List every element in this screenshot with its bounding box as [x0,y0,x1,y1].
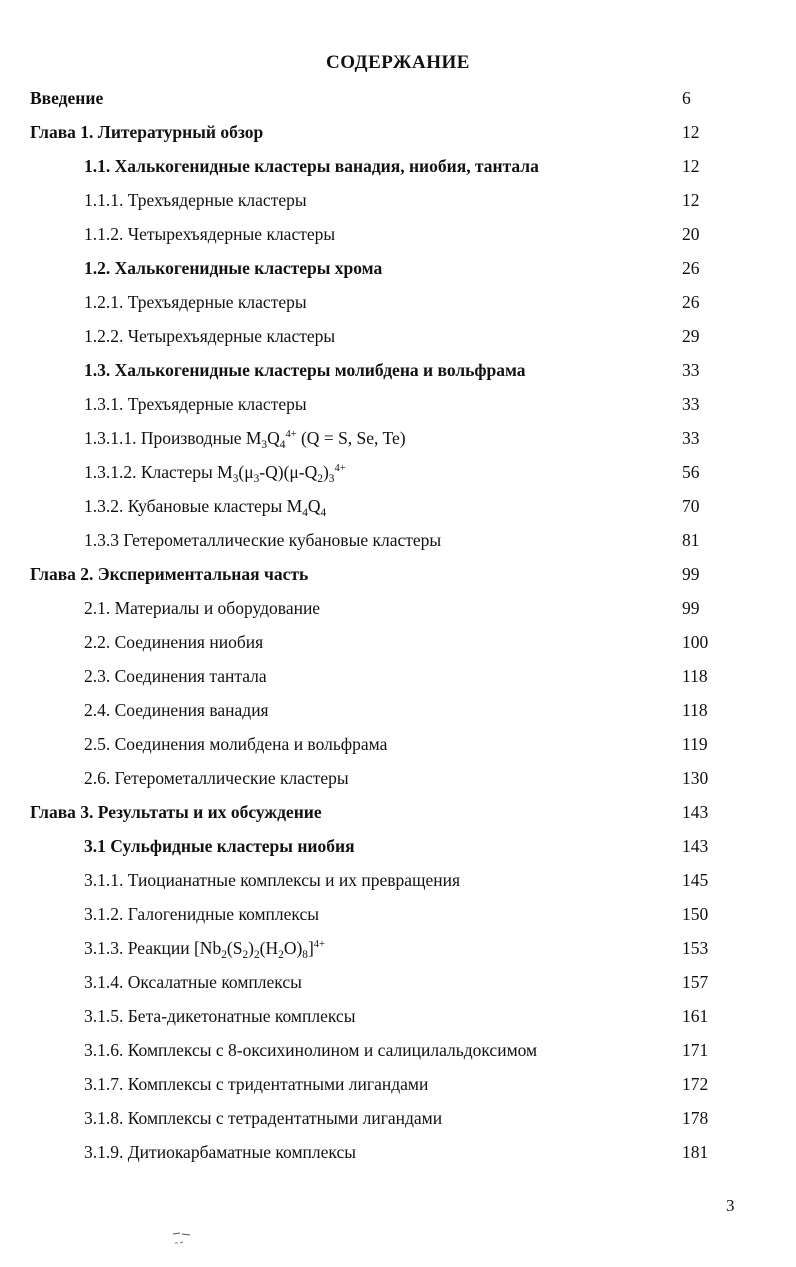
toc-entry [0,970,796,1004]
toc-entry-text: 1.3.1.2. Кластеры $M_3(\mu_3-Q)(\mu-Q_2)_3^{4+}$ [84,462,346,485]
toc-page-number: 33 [682,394,700,414]
toc-entry-text: Глава 2. Экспериментальная часть [30,564,309,584]
toc-entry [0,1004,796,1038]
toc-entry-text: 1.3.3 Гетерометаллические кубановые кластеры [84,530,442,550]
toc-entry-text: 2.2. Соединения ниобия [84,632,264,652]
toc-entry [0,562,796,596]
toc-entry-text: 3.1.5. Бета-дикетонатные комплексы [84,1006,356,1026]
toc-page-number: 171 [682,1040,709,1060]
toc-entry-text: 1.2.2. Четырехъядерные кластеры [84,326,336,346]
toc-page-number: 6 [682,88,691,108]
toc-entry [0,358,796,392]
toc-page-number: 81 [682,530,700,550]
toc-entry-text: 2.6. Гетерометаллические кластеры [84,768,349,788]
toc-entry-text: 1.2. Халькогенидные кластеры хрома [84,258,383,278]
toc-entry-text: 3.1.4. Оксалатные комплексы [84,972,302,992]
toc-page-number: 143 [682,836,709,856]
toc-entry-text: 2.3. Соединения тантала [84,666,267,686]
toc-entry-text: 1.3.1.1. Производные $M_3Q_4^{4+}$ (Q = S, Se, Te) [84,428,406,451]
page-title: СОДЕРЖАНИЕ [326,52,470,73]
toc-entry [0,290,796,324]
toc-entry [0,630,796,664]
toc-page-number: 172 [682,1074,709,1094]
toc-page-number: 181 [682,1142,709,1162]
toc-page-number: 26 [682,292,700,312]
toc-entry [0,936,796,970]
toc-page-number: 70 [682,496,700,516]
toc-page-number: 157 [682,972,709,992]
toc-page-number: 143 [682,802,709,822]
toc-entry [0,392,796,426]
table-of-contents [0,86,796,1174]
toc-page-number: 33 [682,428,700,448]
toc-entry-text: 3.1.9. Дитиокарбаматные комплексы [84,1142,356,1162]
toc-page-number: 161 [682,1006,709,1026]
toc-page-number: 29 [682,326,700,346]
toc-entry-text: 3.1 Сульфидные кластеры ниобия [84,836,355,856]
toc-entry-text: Глава 1. Литературный обзор [30,122,264,142]
toc-entry-text: 3.1.1. Тиоцианатные комплексы и их превращения [84,870,461,890]
toc-entry-text: 1.1. Халькогенидные кластеры ванадия, ниобия, тантала [84,156,539,176]
toc-entry [0,834,796,868]
toc-entry-text: 3.1.8. Комплексы с тетрадентатными лигандами [84,1108,443,1128]
toc-page-number: 118 [682,700,708,720]
toc-entry-text: 1.3. Халькогенидные кластеры молибдена и вольфрама [84,360,526,380]
toc-entry [0,766,796,800]
toc-entry [0,1038,796,1072]
toc-entry-text: 2.1. Материалы и оборудование [84,598,321,618]
toc-entry-text: 1.1.1. Трехъядерные кластеры [84,190,307,210]
toc-entry-text: 2.4. Соединения ванадия [84,700,269,720]
toc-page-number: 33 [682,360,700,380]
toc-entry [0,664,796,698]
toc-page-number: 56 [682,462,700,482]
toc-page-number: 99 [682,598,700,618]
toc-entry-text: 3.1.6. Комплексы с 8-оксихинолином и салицилальдоксимом [84,1040,538,1060]
toc-entry [0,188,796,222]
toc-page-number: 26 [682,258,700,278]
toc-page-number: 153 [682,938,709,958]
toc-page-number: 12 [682,122,700,142]
toc-entry [0,868,796,902]
toc-page-number: 150 [682,904,709,924]
toc-entry [0,426,796,460]
toc-entry [0,256,796,290]
toc-page-number: 12 [682,190,700,210]
toc-entry [0,596,796,630]
toc-page-number: 145 [682,870,709,890]
toc-entry [0,460,796,494]
toc-page-number: 99 [682,564,700,584]
toc-page-number: 118 [682,666,708,686]
toc-entry [0,86,796,120]
toc-entry [0,324,796,358]
toc-entry [0,800,796,834]
toc-entry [0,902,796,936]
toc-entry [0,732,796,766]
toc-entry [0,154,796,188]
toc-page-number: 178 [682,1108,709,1128]
toc-entry-text: 1.2.1. Трехъядерные кластеры [84,292,307,312]
toc-entry-text: Глава 3. Результаты и их обсуждение [30,802,322,822]
toc-page-number: 20 [682,224,700,244]
toc-entry [0,494,796,528]
page-number: 3 [726,1196,735,1215]
toc-page-number: 130 [682,768,709,788]
toc-entry-text: 3.1.3. Реакции $[Nb_2(S_2)_2(H_2O)_8]^{4+}$ [84,938,325,961]
toc-page-number: 100 [682,632,709,652]
toc-entry-text: 1.3.1. Трехъядерные кластеры [84,394,307,414]
toc-page-number: 119 [682,734,708,754]
toc-entry [0,1140,796,1174]
toc-entry-text: 3.1.2. Галогенидные комплексы [84,904,320,924]
toc-page-number: 12 [682,156,700,176]
toc-entry [0,120,796,154]
toc-entry-text: 2.5. Соединения молибдена и вольфрама [84,734,388,754]
toc-entry-text: Введение [30,88,104,108]
toc-entry-text: 3.1.7. Комплексы с тридентатными лигандами [84,1074,429,1094]
toc-entry-text: 1.1.2. Четырехъядерные кластеры [84,224,336,244]
toc-entry [0,1106,796,1140]
toc-entry [0,698,796,732]
scan-speck-marks [170,1228,194,1252]
toc-entry [0,1072,796,1106]
toc-entry-text: 1.3.2. Кубановые кластеры $M_4Q_4$ [84,496,327,519]
toc-entry [0,222,796,256]
toc-entry [0,528,796,562]
